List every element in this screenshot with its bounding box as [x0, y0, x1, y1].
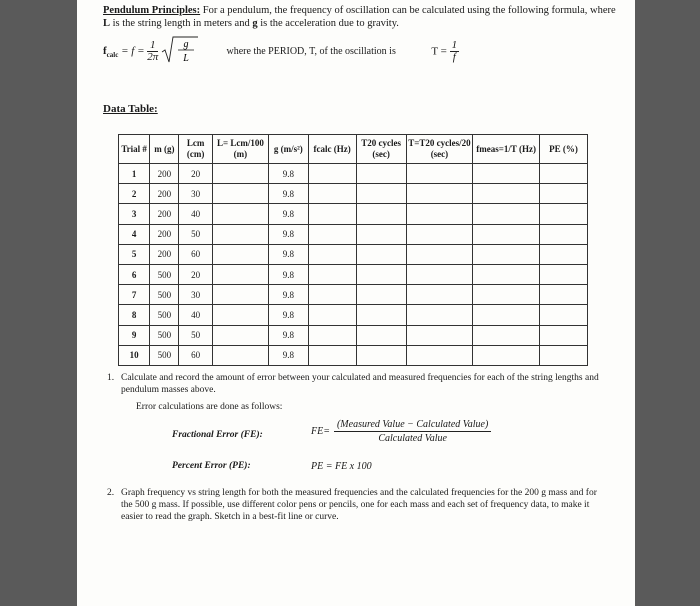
table-cell[interactable] — [308, 345, 356, 365]
table-cell[interactable] — [308, 325, 356, 345]
table-cell: 9.8 — [269, 224, 309, 244]
column-header: m (g) — [150, 135, 179, 164]
table-cell[interactable] — [212, 264, 268, 284]
table-cell[interactable] — [473, 325, 540, 345]
table-cell[interactable] — [356, 305, 406, 325]
table-cell[interactable] — [212, 325, 268, 345]
table-cell[interactable] — [406, 204, 473, 224]
table-cell[interactable] — [473, 264, 540, 284]
table-cell: 9.8 — [269, 164, 309, 184]
table-cell: 40 — [179, 305, 212, 325]
table-header-row — [119, 135, 588, 164]
table-cell[interactable] — [539, 345, 587, 365]
table-cell: 200 — [150, 164, 179, 184]
table-cell[interactable] — [212, 224, 268, 244]
table-cell[interactable] — [356, 244, 406, 264]
trial-number-cell: 2 — [119, 184, 150, 204]
percent-error-formula: PE = FE x 100 — [311, 461, 372, 472]
table-cell[interactable] — [473, 305, 540, 325]
table-row — [119, 345, 588, 365]
table-cell[interactable] — [356, 285, 406, 305]
table-cell[interactable] — [212, 305, 268, 325]
table-cell[interactable] — [308, 184, 356, 204]
table-cell[interactable] — [356, 264, 406, 284]
table-cell[interactable] — [473, 164, 540, 184]
table-cell: 20 — [179, 264, 212, 284]
column-header: fmeas=1/T (Hz) — [473, 135, 540, 164]
table-row — [119, 204, 588, 224]
table-cell[interactable] — [356, 184, 406, 204]
table-row — [119, 285, 588, 305]
trial-number-cell: 5 — [119, 244, 150, 264]
table-cell[interactable] — [473, 244, 540, 264]
table-row — [119, 244, 588, 264]
fractional-error-formula: FE= $\frac{\text{(Measured Value − Calculated Value)}}{\text{Calculated Value}}$ — [311, 418, 491, 445]
table-cell[interactable] — [356, 224, 406, 244]
table-cell[interactable] — [406, 224, 473, 244]
table-cell[interactable] — [406, 164, 473, 184]
table-cell: 500 — [150, 264, 179, 284]
table-cell[interactable] — [539, 204, 587, 224]
table-cell[interactable] — [406, 305, 473, 325]
table-cell: 9.8 — [269, 345, 309, 365]
period-fraction: $\frac{1}{f}$ — [451, 39, 458, 63]
column-header: PE (%) — [539, 135, 587, 164]
instruction-item-1: 1. Calculate and record the amount of error between your calculated and measured frequencies for each of the string lengths and pendulum masses above. — [107, 373, 599, 395]
table-cell: 30 — [179, 184, 212, 204]
trial-number-cell: 4 — [119, 224, 150, 244]
table-cell[interactable] — [473, 184, 540, 204]
percent-error-label: Percent Error (PE): — [172, 461, 251, 471]
table-cell[interactable] — [473, 204, 540, 224]
table-cell: 50 — [179, 325, 212, 345]
table-cell[interactable] — [406, 345, 473, 365]
table-cell[interactable] — [356, 325, 406, 345]
table-cell: 200 — [150, 224, 179, 244]
table-cell[interactable] — [308, 204, 356, 224]
trial-number-cell: 10 — [119, 345, 150, 365]
table-cell: 500 — [150, 305, 179, 325]
table-cell: 200 — [150, 184, 179, 204]
table-cell: 40 — [179, 204, 212, 224]
table-cell: 9.8 — [269, 325, 309, 345]
table-cell[interactable] — [308, 164, 356, 184]
table-cell[interactable] — [356, 164, 406, 184]
table-cell: 60 — [179, 244, 212, 264]
table-row — [119, 305, 588, 325]
table-cell[interactable] — [406, 325, 473, 345]
table-cell: 9.8 — [269, 184, 309, 204]
table-cell[interactable] — [539, 264, 587, 284]
frequency-formula: $f_{calc} = f$ = $\frac{1}{2\pi}$ g L where the PERIOD, T, of the oscillation is T = $\frac{1}{f}$ — [103, 35, 459, 67]
fractional-error-label: Fractional Error (FE): — [172, 430, 263, 440]
table-row — [119, 164, 588, 184]
column-header: fcalc (Hz) — [308, 135, 356, 164]
table-cell: 20 — [179, 164, 212, 184]
table-cell[interactable] — [473, 285, 540, 305]
trial-number-cell: 1 — [119, 164, 150, 184]
table-cell: 30 — [179, 285, 212, 305]
table-cell[interactable] — [539, 184, 587, 204]
instruction-item-2: 2. Graph frequency vs string length for both the measured frequencies and the calculated frequencies for the 200 g mass and for the 500 g mass. If possible, use different color pens or pencils, one for each mass and each set of frequency data, to make it easier to read the graph. Sketch in a best-fit line or curve. — [107, 488, 597, 522]
table-cell[interactable] — [539, 224, 587, 244]
table-cell[interactable] — [212, 184, 268, 204]
table-cell: 50 — [179, 224, 212, 244]
column-header: L= Lcm/100 (m) — [212, 135, 268, 164]
trial-number-cell: 8 — [119, 305, 150, 325]
table-cell: 60 — [179, 345, 212, 365]
table-cell[interactable] — [406, 244, 473, 264]
table-row — [119, 264, 588, 284]
data-table — [118, 134, 588, 366]
column-header: g (m/s²) — [269, 135, 309, 164]
trial-number-cell: 7 — [119, 285, 150, 305]
one-over-two-pi: $\frac{1}{2\pi}$ — [147, 39, 159, 63]
table-cell: 500 — [150, 345, 179, 365]
trial-number-cell: 6 — [119, 264, 150, 284]
table-cell[interactable] — [356, 345, 406, 365]
trial-number-cell: 9 — [119, 325, 150, 345]
table-cell[interactable] — [406, 184, 473, 204]
trial-number-cell: 3 — [119, 204, 150, 224]
table-cell: 9.8 — [269, 305, 309, 325]
table-cell: 200 — [150, 244, 179, 264]
column-header: T20 cycles (sec) — [356, 135, 406, 164]
table-cell: 500 — [150, 285, 179, 305]
table-cell[interactable] — [212, 244, 268, 264]
table-cell[interactable] — [473, 345, 540, 365]
table-cell: 9.8 — [269, 264, 309, 284]
table-cell[interactable] — [308, 285, 356, 305]
table-cell[interactable] — [473, 224, 540, 244]
sqrt-numerator: g — [183, 39, 189, 50]
table-cell[interactable] — [539, 164, 587, 184]
table-row — [119, 224, 588, 244]
table-cell[interactable] — [539, 325, 587, 345]
table-cell[interactable] — [406, 264, 473, 284]
table-cell[interactable] — [308, 224, 356, 244]
table-cell: 9.8 — [269, 285, 309, 305]
table-cell[interactable] — [308, 305, 356, 325]
table-cell[interactable] — [308, 244, 356, 264]
table-cell[interactable] — [539, 244, 587, 264]
sqrt-g-over-L — [161, 35, 199, 68]
table-cell: 200 — [150, 204, 179, 224]
table-cell: 9.8 — [269, 244, 309, 264]
table-cell[interactable] — [212, 285, 268, 305]
table-row — [119, 325, 588, 345]
sqrt-denominator: L — [183, 53, 189, 64]
data-table-title: Data Table: — [103, 103, 158, 115]
table-cell[interactable] — [539, 305, 587, 325]
column-header: Trial # — [119, 135, 150, 164]
table-cell[interactable] — [356, 204, 406, 224]
table-cell[interactable] — [212, 164, 268, 184]
column-header: T=T20 cycles/20 (sec) — [406, 135, 473, 164]
table-cell[interactable] — [212, 204, 268, 224]
table-row — [119, 184, 588, 204]
table-cell: 500 — [150, 325, 179, 345]
intro-heading: Pendulum Principles: — [103, 5, 201, 16]
intro-paragraph: Pendulum Principles: For a pendulum, the frequency of oscillation can be calculated using the following formula, where L is the string length in meters and g is the acceleration due to gravity. — [103, 5, 616, 29]
table-cell[interactable] — [539, 285, 587, 305]
table-cell[interactable] — [406, 285, 473, 305]
worksheet-page — [77, 0, 635, 606]
table-cell[interactable] — [308, 264, 356, 284]
table-cell[interactable] — [212, 345, 268, 365]
column-header: Lcm (cm) — [179, 135, 212, 164]
error-intro: Error calculations are done as follows: — [136, 402, 283, 412]
sqrt-icon — [161, 35, 199, 65]
table-cell: 9.8 — [269, 204, 309, 224]
